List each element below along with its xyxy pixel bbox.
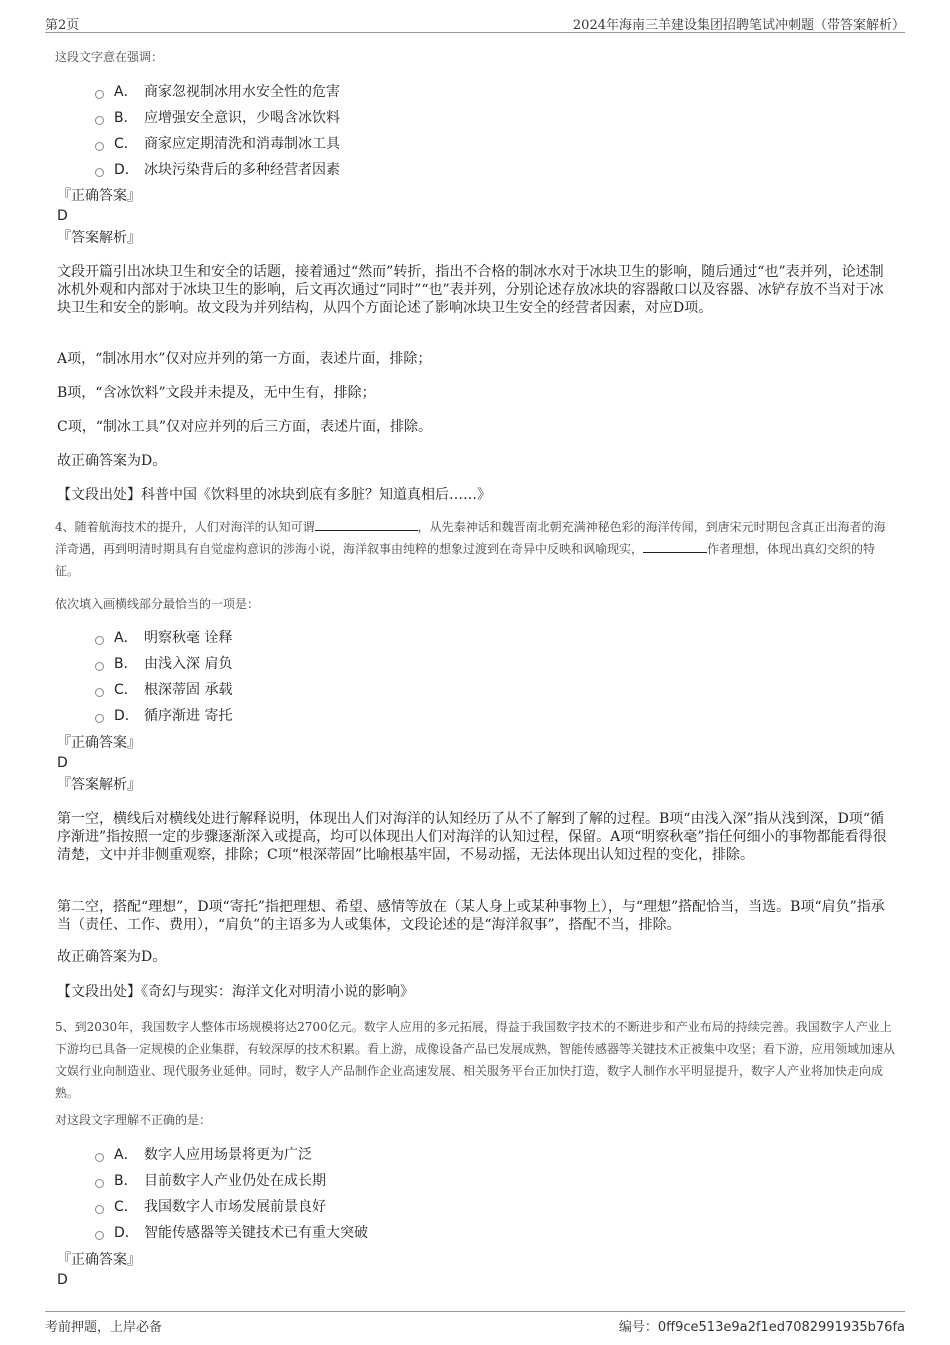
- page-number: 第2页: [45, 18, 80, 33]
- q3-analysis-para-3: B项，“含冰饮料”文段并未提及，无中生有，排除；: [57, 385, 376, 401]
- radio-icon[interactable]: [95, 1231, 104, 1240]
- q3-option-d[interactable]: D． 冰块污染背后的多种经营者因素: [95, 157, 795, 183]
- document-title: 2024年海南三羊建设集团招聘笔试冲刺题（带答案解析）: [572, 18, 905, 33]
- q4-source: 【文段出处】《奇幻与现实：海洋文化对明清小说的影响》: [57, 984, 414, 1000]
- q4-option-c[interactable]: C． 根深蒂固 承载: [95, 677, 795, 703]
- q3-analysis-para-5: 故正确答案为D。: [57, 453, 167, 469]
- q4-analysis-para-2: 第二空，搭配“理想”，D项“寄托”指把理想、希望、感情等放在（某人身上或某种事物上），与“理想”搭配恰当，当选。B项“肩负”指承当（责任、工作、费用），“肩负”的主语多为人或集体，文段论述的是“海洋叙事”，搭配不当，排除。: [57, 899, 885, 933]
- q3-analysis-para-4: C项，“制冰工具”仅对应并列的后三方面，表述片面，排除。: [57, 419, 433, 435]
- q5-prompt: 对这段文字理解不正确的是：: [55, 1113, 212, 1127]
- q5-option-d[interactable]: D． 智能传感器等关键技术已有重大突破: [95, 1220, 795, 1246]
- radio-icon[interactable]: [95, 1179, 104, 1188]
- q4-option-b[interactable]: B． 由浅入深 肩负: [95, 651, 795, 677]
- q4-analysis-label: 『答案解析』: [57, 777, 141, 793]
- q3-answer: D: [57, 208, 68, 224]
- q5-options: [95, 1142, 795, 1246]
- q4-answer: D: [57, 755, 68, 771]
- q3-option-b[interactable]: B． 应增强安全意识，少喝含冰饮料: [95, 105, 795, 131]
- q5-option-a[interactable]: A． 数字人应用场景将更为广泛: [95, 1142, 795, 1168]
- q5-option-b[interactable]: B． 目前数字人产业仍处在成长期: [95, 1168, 795, 1194]
- q4-options: [95, 625, 795, 729]
- q4-option-d[interactable]: D． 循序渐进 寄托: [95, 703, 795, 729]
- q5-stem: 5、到2030年，我国数字人整体市场规模将达2700亿元。数字人应用的多元拓展，得益于我国数字技术的不断进步和产业布局的持续完善。我国数字人产业上下游均已具备一定规模的企业集群，有较深厚的技术积累。看上游，成像设备产品已发展成熟，智能传感器等关键技术正被集中攻坚；看下游，应用领域加速从文娱行业向制造业、现代服务业延伸。同时，数字人产品制作企业高速发展、相关服务平台正加快打造，数字人制作水平明显提升，数字人产业将加快走向成熟。: [55, 1020, 896, 1100]
- page-footer: [45, 1311, 905, 1334]
- radio-icon[interactable]: [95, 116, 104, 125]
- footer-slogan: 考前押题，上岸必备: [45, 1320, 163, 1335]
- q4-stem: 4、随着航海技术的提升，人们对海洋的认知可谓 ，从先秦神话和魏晋南北朝充满神秘色彩的海洋传闻，到唐宋元时期包含真正出海者的海洋奇遇，再到明清时期具有自觉虚构意识的涉海小说，海洋叙事由纯粹的想象过渡到在奇异中反映和讽喻现实， 作者理想，体现出真幻交织的特征。: [55, 516, 895, 582]
- radio-icon[interactable]: [95, 714, 104, 723]
- q3-analysis-para-2: A项，“制冰用水”仅对应并列的第一方面，表述片面，排除；: [57, 351, 432, 367]
- q4-analysis-para-3: 故正确答案为D。: [57, 949, 167, 965]
- q5-answer-label: 『正确答案』: [57, 1252, 141, 1268]
- radio-icon[interactable]: [95, 636, 104, 645]
- q5-answer: D: [57, 1272, 68, 1288]
- q3-options: [95, 79, 795, 183]
- q3-source: 【文段出处】科普中国《饮料里的冰块到底有多脏？知道真相后……》: [57, 487, 491, 503]
- q4-answer-label: 『正确答案』: [57, 735, 141, 751]
- q4-option-a[interactable]: A． 明察秋毫 诠释: [95, 625, 795, 651]
- document-id: 编号：0ff9ce513e9a2f1ed7082991935b76fa: [618, 1320, 905, 1335]
- q3-prompt: 这段文字意在强调：: [55, 50, 164, 64]
- q3-analysis-label: 『答案解析』: [57, 230, 141, 246]
- radio-icon[interactable]: [95, 90, 104, 99]
- radio-icon[interactable]: [95, 662, 104, 671]
- radio-icon[interactable]: [95, 142, 104, 151]
- q3-option-c[interactable]: C． 商家应定期清洗和消毒制冰工具: [95, 131, 795, 157]
- q4-prompt: 依次填入画横线部分最恰当的一项是：: [55, 597, 260, 611]
- q4-analysis-para-1: 第一空，横线后对横线处进行解释说明，体现出人们对海洋的认知经历了从不了解到了解的过程。B项“由浅入深”指从浅到深，D项“循序渐进”指按照一定的步骤逐渐深入或提高，均可以体现出人们对海洋的认知过程，保留。A项“明察秋毫”指任何细小的事物都能看得很清楚，文中并非侧重观察，排除；C项“根深蒂固”比喻根基牢固，不易动摇，无法体现出认知过程的变化，排除。: [57, 811, 887, 863]
- radio-icon[interactable]: [95, 1153, 104, 1162]
- q3-option-a[interactable]: A． 商家忽视制冰用水安全性的危害: [95, 79, 795, 105]
- page-header: [45, 12, 905, 33]
- radio-icon[interactable]: [95, 688, 104, 697]
- q3-answer-label: 『正确答案』: [57, 188, 141, 204]
- q3-analysis-para-1: 文段开篇引出冰块卫生和安全的话题，接着通过“然而”转折，指出不合格的制冰水对于冰块卫生的影响，随后通过“也”表并列，论述制冰机外观和内部对于冰块卫生的影响，后文再次通过“同时”“也”表并列，分别论述存放冰块的容器敞口以及容器、冰铲存放不当对于冰块卫生和安全的影响。故文段为并列结构，从四个方面论述了影响冰块卫生安全的经营者因素，对应D项。: [57, 264, 884, 316]
- q5-option-c[interactable]: C． 我国数字人市场发展前景良好: [95, 1194, 795, 1220]
- blank-1: [315, 516, 418, 531]
- radio-icon[interactable]: [95, 168, 104, 177]
- blank-2: [643, 538, 707, 553]
- radio-icon[interactable]: [95, 1205, 104, 1214]
